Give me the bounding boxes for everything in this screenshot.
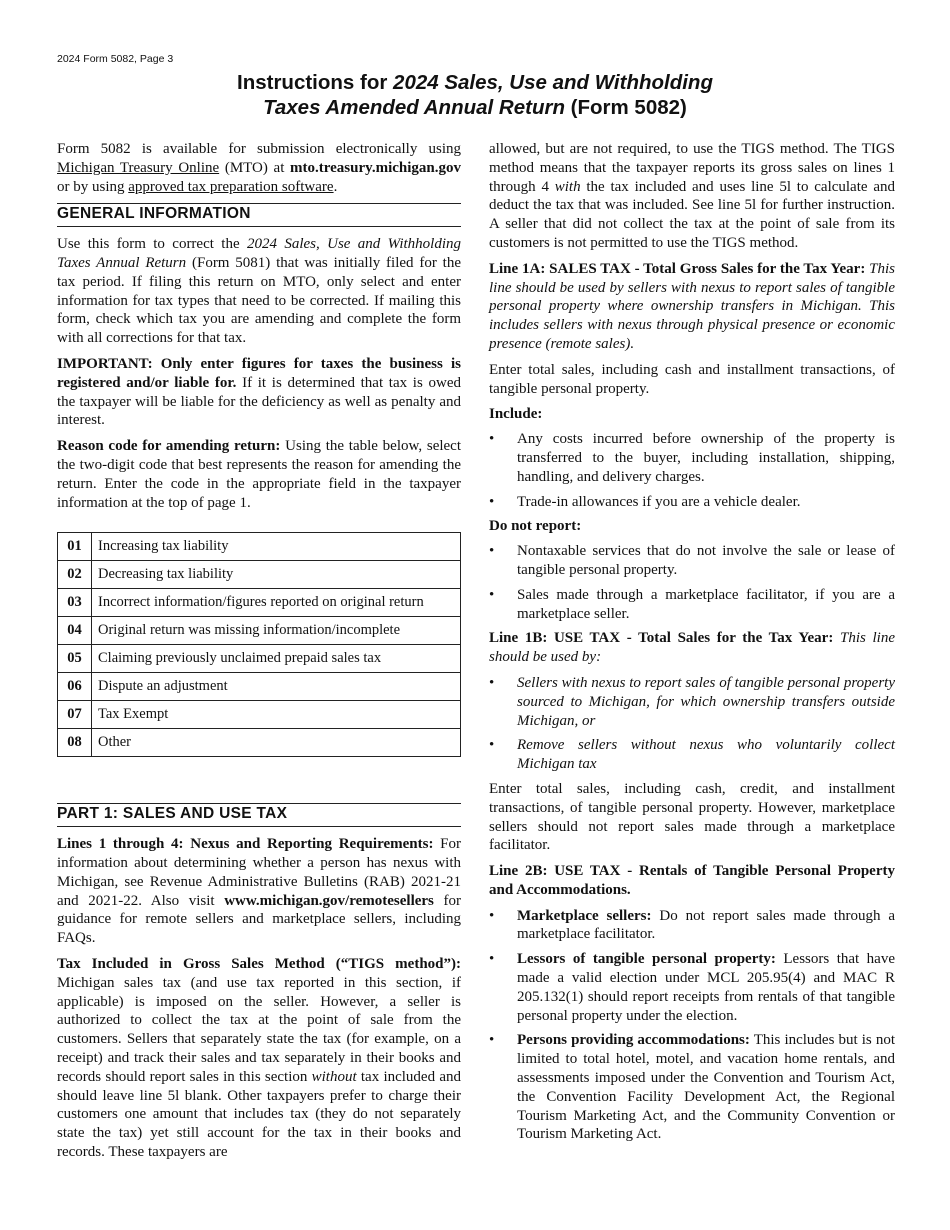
reason-code: 06	[58, 673, 92, 701]
table-row	[58, 729, 461, 757]
tigs-continued-paragraph	[489, 140, 895, 253]
tigs-text: tax included and should leave line 5l blank. Other taxpayers prefer to charge their customers one amount that includes tax (they do not separately state the tax) yet still account for the tax in their books and records. These taxpayers are	[57, 1068, 461, 1160]
general-text: Use this form to correct the	[57, 236, 247, 253]
part1-heading: PART 1: SALES AND USE TAX	[57, 803, 461, 827]
list-item	[489, 907, 895, 945]
reason-code: 02	[58, 561, 92, 589]
reason-code: 05	[58, 645, 92, 673]
tigs-cont-text: the tax included and uses line 5l to calculate and deduct the tax that was included. See line 5l for further instruction. A seller that did not collect the tax at the point of sale from its customers is not permitted to use the TIGS method.	[489, 178, 895, 251]
general-information-heading: GENERAL INFORMATION	[57, 203, 461, 227]
list-item	[489, 430, 895, 486]
title-suffix: (Form 5082)	[564, 96, 687, 119]
list-item-text: Sellers with nexus to report sales of tangible personal property sourced to Michigan, for which ownership transfers outside Michigan, or	[517, 674, 895, 729]
intro-text: or by using	[57, 178, 129, 195]
mto-link[interactable]: Michigan Treasury Online	[57, 159, 220, 176]
reason-code: 07	[58, 701, 92, 729]
table-row	[58, 673, 461, 701]
reason-code-table	[57, 532, 461, 757]
table-row	[58, 533, 461, 561]
line-1b-enter: Enter total sales, including cash, credit, and installment transactions, of tangible personal property. However, marketplace sellers should not report sales made through a marketplace facilitator.	[489, 780, 895, 854]
bullet-icon: •	[489, 543, 495, 560]
title-prefix: Instructions for	[237, 71, 394, 94]
reason-paragraph	[57, 437, 461, 512]
tigs-paragraph	[57, 955, 461, 1162]
list-item-bold: Marketplace sellers:	[517, 907, 652, 924]
tigs-cont-italic: with	[554, 178, 581, 195]
list-item-text: Lessors that have made a valid election under MCL 205.95(4) and MAC R 205.132(1) should report receipts from rentals of that tangible personal property under the election.	[517, 951, 895, 1024]
tigs-text: Michigan sales tax (and use tax reported in this section, if applicable) is imposed on the seller. However, a seller is authorized to collect the tax at the point of sale from the customers. Sellers that separately state the tax (for example, on a receipt) and track their sales and tax separately in their books and records should report sales in this section	[57, 974, 461, 1085]
include-list	[489, 430, 895, 511]
list-item-bold: Persons providing accommodations:	[517, 1032, 750, 1049]
intro-paragraph	[57, 140, 461, 196]
bullet-icon: •	[489, 907, 495, 924]
bullet-icon: •	[489, 1032, 495, 1049]
include-label: Include:	[489, 406, 543, 423]
reason-label: Increasing tax liability	[92, 533, 461, 561]
do-not-report-label: Do not report:	[489, 518, 582, 535]
list-item	[489, 736, 895, 774]
reason-code: 03	[58, 589, 92, 617]
table-row	[58, 645, 461, 673]
list-item-text: Sales made through a marketplace facilitator, if you are a marketplace seller.	[517, 586, 895, 622]
line-1a-enter: Enter total sales, including cash and installment transactions, of tangible personal property.	[489, 361, 895, 397]
nexus-text: for guidance for remote sellers and marketplace sellers, including FAQs.	[57, 892, 461, 947]
list-item-text: Trade-in allowances if you are a vehicle dealer.	[517, 493, 801, 510]
approved-software-link[interactable]: approved tax preparation software	[128, 178, 334, 195]
nexus-paragraph	[57, 835, 461, 948]
line-2b-list	[489, 907, 895, 1145]
table-row	[58, 617, 461, 645]
list-item-text: Any costs incurred before ownership of the property is transferred to the buyer, including installation, shipping, handling, and delivery charges.	[517, 431, 895, 485]
reason-label: Dispute an adjustment	[92, 673, 461, 701]
bullet-icon: •	[489, 951, 495, 968]
reason-label: Tax Exempt	[92, 701, 461, 729]
title-italic-2: Taxes Amended Annual Return	[263, 96, 565, 119]
reason-bold: Reason code for amending return:	[57, 438, 281, 455]
bullet-icon: •	[489, 674, 495, 691]
page-label: 2024 Form 5082, Page 3	[57, 53, 174, 65]
bullet-icon: •	[489, 586, 495, 603]
bullet-icon: •	[489, 431, 495, 448]
list-item	[489, 1031, 895, 1144]
reason-text: Using the table below, select the two-digit code that best represents the reason for amending the return. Enter the code in the appropriate field in the taxpayer information at the top of page 1.	[57, 438, 461, 511]
nexus-bold: Lines 1 through 4: Nexus and Reporting Requirements:	[57, 836, 434, 853]
line-1b-paragraph	[489, 629, 895, 667]
line-1a-heading: Line 1A: SALES TAX - Total Gross Sales for the Tax Year:	[489, 260, 866, 277]
bullet-icon: •	[489, 737, 495, 754]
tigs-bold: Tax Included in Gross Sales Method (“TIGS method”):	[57, 955, 461, 972]
important-text: If it is determined that tax is owed the taxpayer will be liable for the deficiency as well as penalty and interest.	[57, 374, 461, 429]
general-text: (Form 5081) that was initially filed for the tax period. If filing this return on MTO, only select and enter information for tax types that need to be corrected. If mailing this form, check which tax you are amending and complete the form with all corrections for that tax.	[57, 254, 461, 347]
remote-sellers-url[interactable]: www.michigan.gov/remotesellers	[224, 892, 434, 909]
reason-code: 01	[58, 533, 92, 561]
line-1b-italic: This line should be used by:	[489, 630, 895, 666]
mto-url: mto.treasury.michigan.gov	[290, 159, 461, 176]
intro-text: Form 5082 is available for submission electronically using	[57, 141, 461, 157]
list-item	[489, 493, 895, 512]
line-2b-bold: Line 2B: USE TAX - Rentals of Tangible Personal Property and Accommodations.	[489, 863, 895, 898]
reason-label: Other	[92, 729, 461, 757]
list-item-bold: Lessors of tangible personal property:	[517, 951, 776, 968]
reason-label: Incorrect information/figures reported on original return	[92, 589, 461, 617]
intro-text: .	[333, 178, 338, 195]
list-item	[489, 542, 895, 580]
do-not-report-list	[489, 542, 895, 623]
table-row	[58, 589, 461, 617]
reason-code: 04	[58, 617, 92, 645]
page-title	[0, 70, 950, 120]
reason-label: Claiming previously unclaimed prepaid sales tax	[92, 645, 461, 673]
tigs-italic: without	[311, 1068, 357, 1085]
title-italic-1: 2024 Sales, Use and Withholding	[393, 71, 713, 94]
table-row	[58, 561, 461, 589]
line-1b-heading: Line 1B: USE TAX - Total Sales for the Tax Year:	[489, 630, 834, 647]
reason-label: Original return was missing information/incomplete	[92, 617, 461, 645]
bullet-icon: •	[489, 493, 495, 510]
tigs-cont-text: allowed, but are not required, to use the TIGS method. The TIGS method means that the taxpayer reports its gross sales on lines 1 through 4	[489, 141, 895, 195]
list-item	[489, 674, 895, 730]
reason-label: Decreasing tax liability	[92, 561, 461, 589]
right-column	[489, 140, 895, 1150]
form-5081-title: 2024 Sales, Use and Withholding Taxes Annual Return	[57, 236, 462, 271]
list-item	[489, 586, 895, 624]
nexus-text: For information about determining whether a person has nexus with Michigan, see Revenue Administrative Bulletins (RAB) 2021-21 and 2021-22. Also visit	[57, 836, 461, 909]
list-item-text: Do not report sales made through a marketplace facilitator.	[517, 907, 895, 943]
reason-code: 08	[58, 729, 92, 757]
line-1a-paragraph	[489, 260, 895, 354]
intro-text: (MTO) at	[219, 159, 291, 176]
list-item	[489, 950, 895, 1025]
table-row	[58, 701, 461, 729]
list-item-text: Nontaxable services that do not involve the sale or lease of tangible personal property.	[517, 543, 895, 578]
line-1a-italic: This line should be used by sellers with nexus to report sales of tangible personal property where ownership transfers in Michigan. This includes sellers with nexus through physical presence or economic presence (remote sales).	[489, 260, 896, 352]
important-bold: IMPORTANT: Only enter figures for taxes the business is registered and/or liable for.	[57, 355, 461, 391]
line-1b-list	[489, 674, 895, 774]
left-column	[57, 140, 461, 1169]
list-item-text: Remove sellers without nexus who voluntarily collect Michigan tax	[517, 737, 895, 773]
general-paragraph	[57, 235, 461, 348]
line-2b-heading	[489, 862, 895, 900]
important-paragraph	[57, 355, 461, 430]
list-item-text: This includes but is not limited to total hotel, motel, and vacation home rentals, and assessments imposed under the Convention and Tourism Act, the Convention Facility Development Act, the Regional Tourism Marketing Act, and the Community Convention or Tourism Marketing Act.	[517, 1032, 895, 1143]
